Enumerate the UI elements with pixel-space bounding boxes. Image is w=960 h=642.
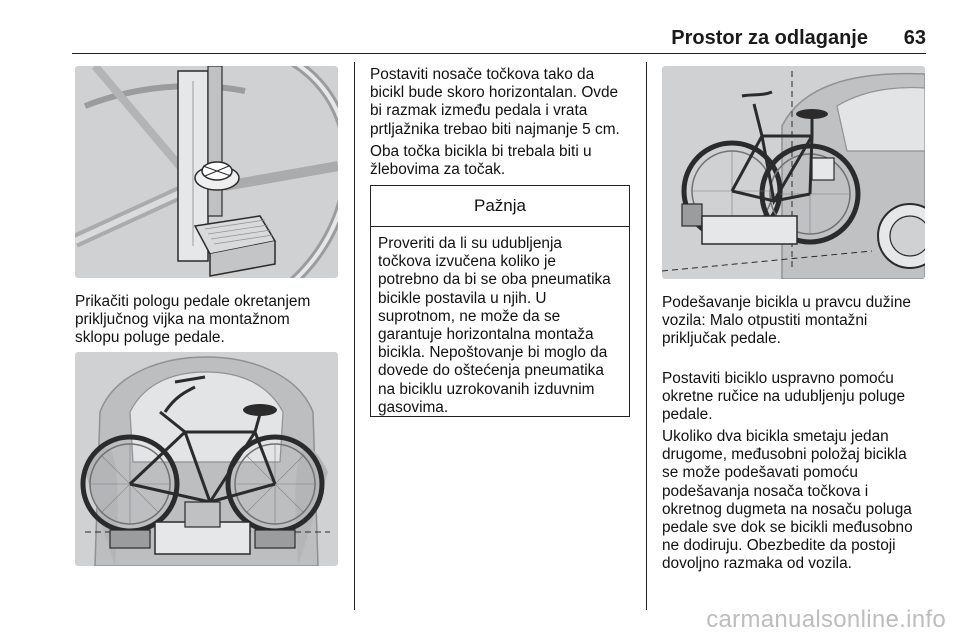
pedal-holder-illustration bbox=[75, 66, 338, 278]
right-paragraph-1: Podešavanje bicikla u pravcu dužine vozila: Malo otpustiti montažni priključak pedale. bbox=[662, 294, 911, 348]
column-divider-left bbox=[354, 62, 355, 610]
header-divider bbox=[72, 53, 926, 54]
section-title: Prostor za odlaganje bbox=[671, 27, 868, 49]
bicycle-side-view-illustration bbox=[662, 66, 925, 279]
right-paragraph-2: Postaviti biciklo uspravno pomoću okretne ručice na udubljenju poluge pedale. bbox=[662, 370, 906, 424]
bicycle-on-carrier-illustration bbox=[75, 352, 338, 566]
watermark: carmanualsonline.info bbox=[706, 606, 946, 633]
middle-paragraph-1: Postaviti nosače točkova tako da bicikl bude skoro horizontalan. Ovde bi razmak između pedala i vrata prtljažnika trebao biti najmanje 5 cm. bbox=[370, 66, 620, 138]
notice-body: Proveriti da li su udubljenja točkova izvučena koliko je potrebno da bi se oba pneumatika bicikle postavila u njih. U suprotnom, ne može da se garantuje horizontalna montaža bicikla. Nepoštovanje bi moglo da dovede do oštećenja pneumatika na biciklu uzrokovanih izduvnim gasovima. bbox=[378, 235, 611, 416]
column-divider-right bbox=[646, 62, 647, 610]
caution-notice bbox=[370, 185, 630, 417]
right-paragraph-3: Ukoliko dva bicikla smetaju jedan drugome, međusobni položaj bicikla se može podešavati pomoću podešavanja nosača točkova i okretnog dugmeta na nosaču poluga pedale sve dok se bicikli međusobno ne dodiruju. Obezbedite da postoji dovoljno razmaka od vozila. bbox=[662, 428, 913, 573]
left-paragraph-1: Prikačiti pologu pedale okretanjem priključnog vijka na montažnom sklopu poluge pedale. bbox=[75, 293, 311, 347]
notice-title: Pažnja bbox=[371, 186, 629, 227]
middle-paragraph-2: Oba točka bicikla bi trebala biti u žlebovima za točak. bbox=[370, 143, 592, 179]
page-number: 63 bbox=[903, 27, 926, 49]
